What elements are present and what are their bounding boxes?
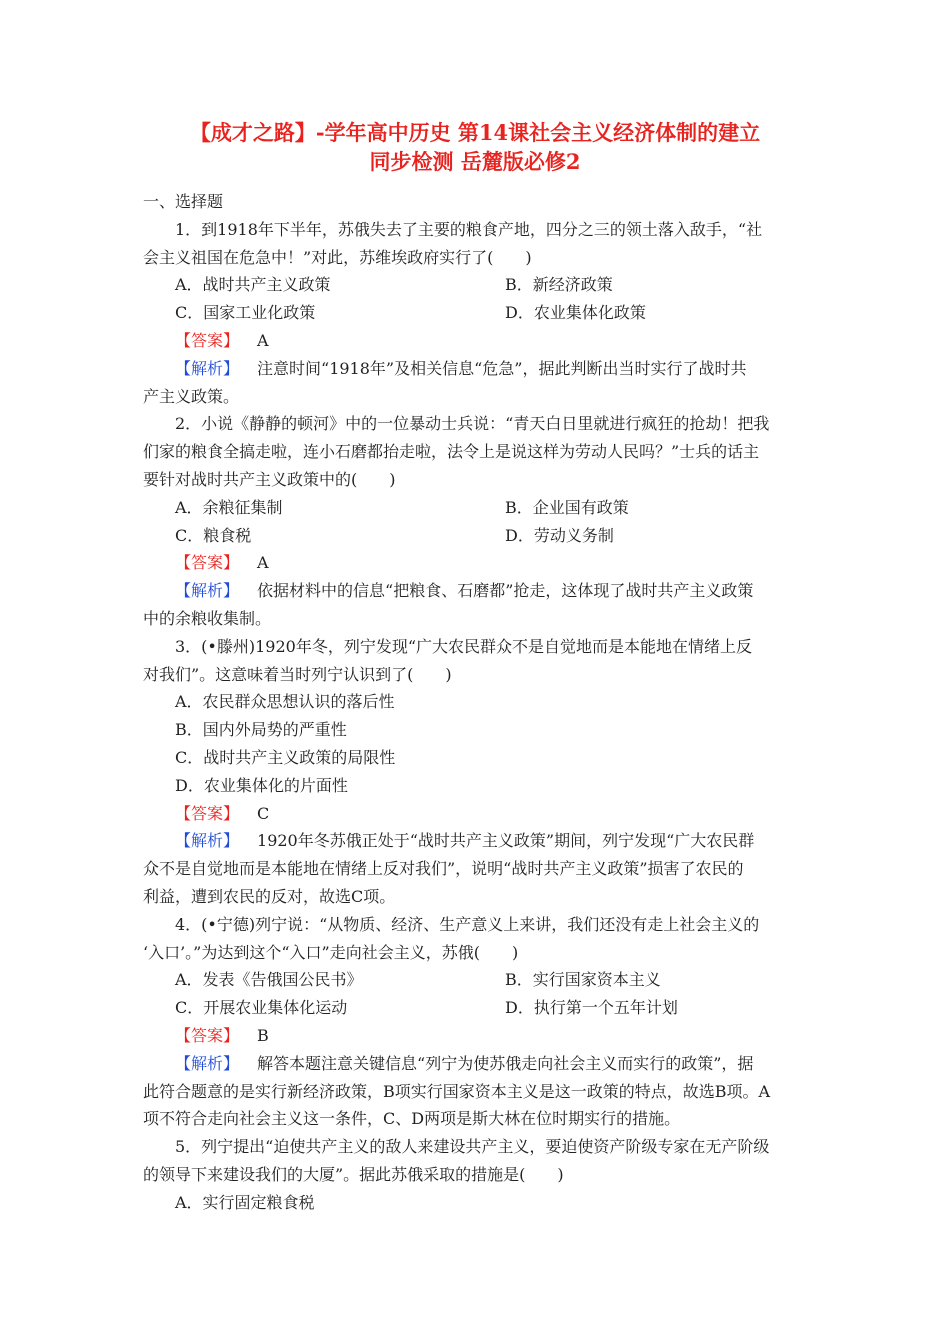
analysis-text-line: 利益，遭到农民的反对，故选C项。 — [143, 886, 396, 906]
option-b: B．新经济政策 — [505, 275, 613, 295]
section-heading: 一、选择题 — [143, 192, 224, 211]
analysis-text: 依据材料中的信息“把粮食、石磨都”抢走，这体现了战时共产主义政策 — [257, 581, 754, 601]
question-stem-line: 要针对战时共产主义政策中的( ) — [143, 469, 396, 489]
analysis-text-line: 众不是自觉地而是本能地在情绪上反对我们”，说明“战时共产主义政策”损害了农民的 — [143, 859, 744, 879]
option-a: A．余粮征集制 — [175, 497, 283, 517]
option-row — [143, 271, 809, 299]
question-stem-line: 1．到1918年下半年，苏俄失去了主要的粮食产地，四分之三的领土落入敌手，“社 — [175, 219, 763, 239]
analysis-tag: 【解析】 — [175, 831, 240, 851]
option-b: B．企业国有政策 — [505, 497, 629, 517]
answer-value: B — [257, 1025, 269, 1045]
document-title — [120, 118, 830, 176]
question-stem-line: 的领导下来建设我们的大厦”。据此苏俄采取的措施是( ) — [143, 1164, 564, 1184]
question-stem-line: ‘入口’。”为达到这个“入口”走向社会主义，苏俄( ) — [143, 942, 519, 962]
option-c: C．国家工业化政策 — [175, 303, 316, 323]
option-b: B．国内外局势的严重性 — [175, 720, 347, 740]
question-stem-line: 4．(•宁德)列宁说：“从物质、经济、生产意义上来讲，我们还没有走上社会主义的 — [175, 914, 760, 934]
option-d: D．执行第一个五年计划 — [505, 998, 678, 1018]
option-row — [143, 966, 809, 994]
answer-line — [143, 327, 809, 355]
option-a: A．发表《告俄国公民书》 — [175, 970, 363, 990]
analysis-line — [143, 577, 809, 605]
question-5 — [143, 1133, 809, 1216]
question-2 — [143, 410, 809, 632]
option-a: A．实行固定粮食税 — [175, 1192, 315, 1212]
option-d: D．农业集体化政策 — [505, 303, 646, 323]
question-stem-line: 5．列宁提出“迫使共产主义的敌人来建设共产主义，要迫使资产阶级专家在无产阶级 — [175, 1137, 770, 1157]
answer-line — [143, 1022, 809, 1050]
title-line-1: 【成才之路】-学年高中历史 第14课社会主义经济体制的建立 — [189, 120, 761, 145]
option-b: B．实行国家资本主义 — [505, 970, 661, 990]
question-stem-line: 们家的粮食全搞走啦，连小石磨都抬走啦，法令上是说这样为劳动人民吗？”士兵的话主 — [143, 442, 760, 462]
document-body — [143, 188, 809, 1216]
question-4 — [143, 911, 809, 1133]
option-row — [143, 522, 809, 550]
analysis-tag: 【解析】 — [175, 358, 240, 378]
analysis-line — [143, 355, 809, 383]
analysis-text-line: 此符合题意的是实行新经济政策，B项实行国家资本主义是这一政策的特点，故选B项。A — [143, 1081, 771, 1101]
answer-tag: 【答案】 — [175, 553, 240, 573]
analysis-text-line: 中的余粮收集制。 — [143, 608, 272, 628]
analysis-tag: 【解析】 — [175, 1053, 240, 1073]
analysis-line — [143, 827, 809, 855]
option-d: D．农业集体化的片面性 — [175, 775, 348, 795]
option-row — [143, 494, 809, 522]
answer-value: A — [257, 553, 269, 573]
answer-line — [143, 800, 809, 828]
question-3 — [143, 633, 809, 911]
answer-tag: 【答案】 — [175, 803, 240, 823]
option-d: D．劳动义务制 — [505, 525, 614, 545]
title-line-2: 同步检测 岳麓版必修2 — [369, 149, 581, 174]
answer-value: C — [257, 803, 270, 823]
analysis-text: 解答本题注意关键信息“列宁为使苏俄走向社会主义而实行的政策”，据 — [257, 1053, 754, 1073]
option-a: A．战时共产主义政策 — [175, 275, 331, 295]
option-c: C．战时共产主义政策的局限性 — [175, 747, 396, 767]
analysis-line — [143, 1050, 809, 1078]
answer-tag: 【答案】 — [175, 330, 240, 350]
analysis-text: 注意时间“1918年”及相关信息“危急”，据此判断出当时实行了战时共 — [257, 358, 747, 378]
answer-tag: 【答案】 — [175, 1025, 240, 1045]
analysis-tag: 【解析】 — [175, 581, 240, 601]
question-stem-line: 2．小说《静静的顿河》中的一位暴动士兵说：“青天白日里就进行疯狂的抢劫！把我 — [175, 414, 770, 434]
answer-line — [143, 549, 809, 577]
option-c: C．开展农业集体化运动 — [175, 998, 348, 1018]
option-row — [143, 299, 809, 327]
question-1 — [143, 216, 809, 411]
option-c: C．粮食税 — [175, 525, 252, 545]
answer-value: A — [257, 330, 269, 350]
question-stem-line: 会主义祖国在危急中！”对此，苏维埃政府实行了( ) — [143, 247, 532, 267]
question-stem-line: 3．(•滕州)1920年冬，列宁发现“广大农民群众不是自觉地而是本能地在情绪上反 — [175, 636, 753, 656]
analysis-text-line: 产主义政策。 — [143, 386, 240, 406]
analysis-text: 1920年冬苏俄正处于“战时共产主义政策”期间，列宁发现“广大农民群 — [257, 831, 755, 851]
analysis-text-line: 项不符合走向社会主义这一条件，C、D两项是斯大林在位时期实行的措施。 — [143, 1109, 681, 1129]
question-stem-line: 对我们”。这意味着当时列宁认识到了( ) — [143, 664, 452, 684]
option-a: A．农民群众思想认识的落后性 — [175, 692, 395, 712]
option-row — [143, 994, 809, 1022]
